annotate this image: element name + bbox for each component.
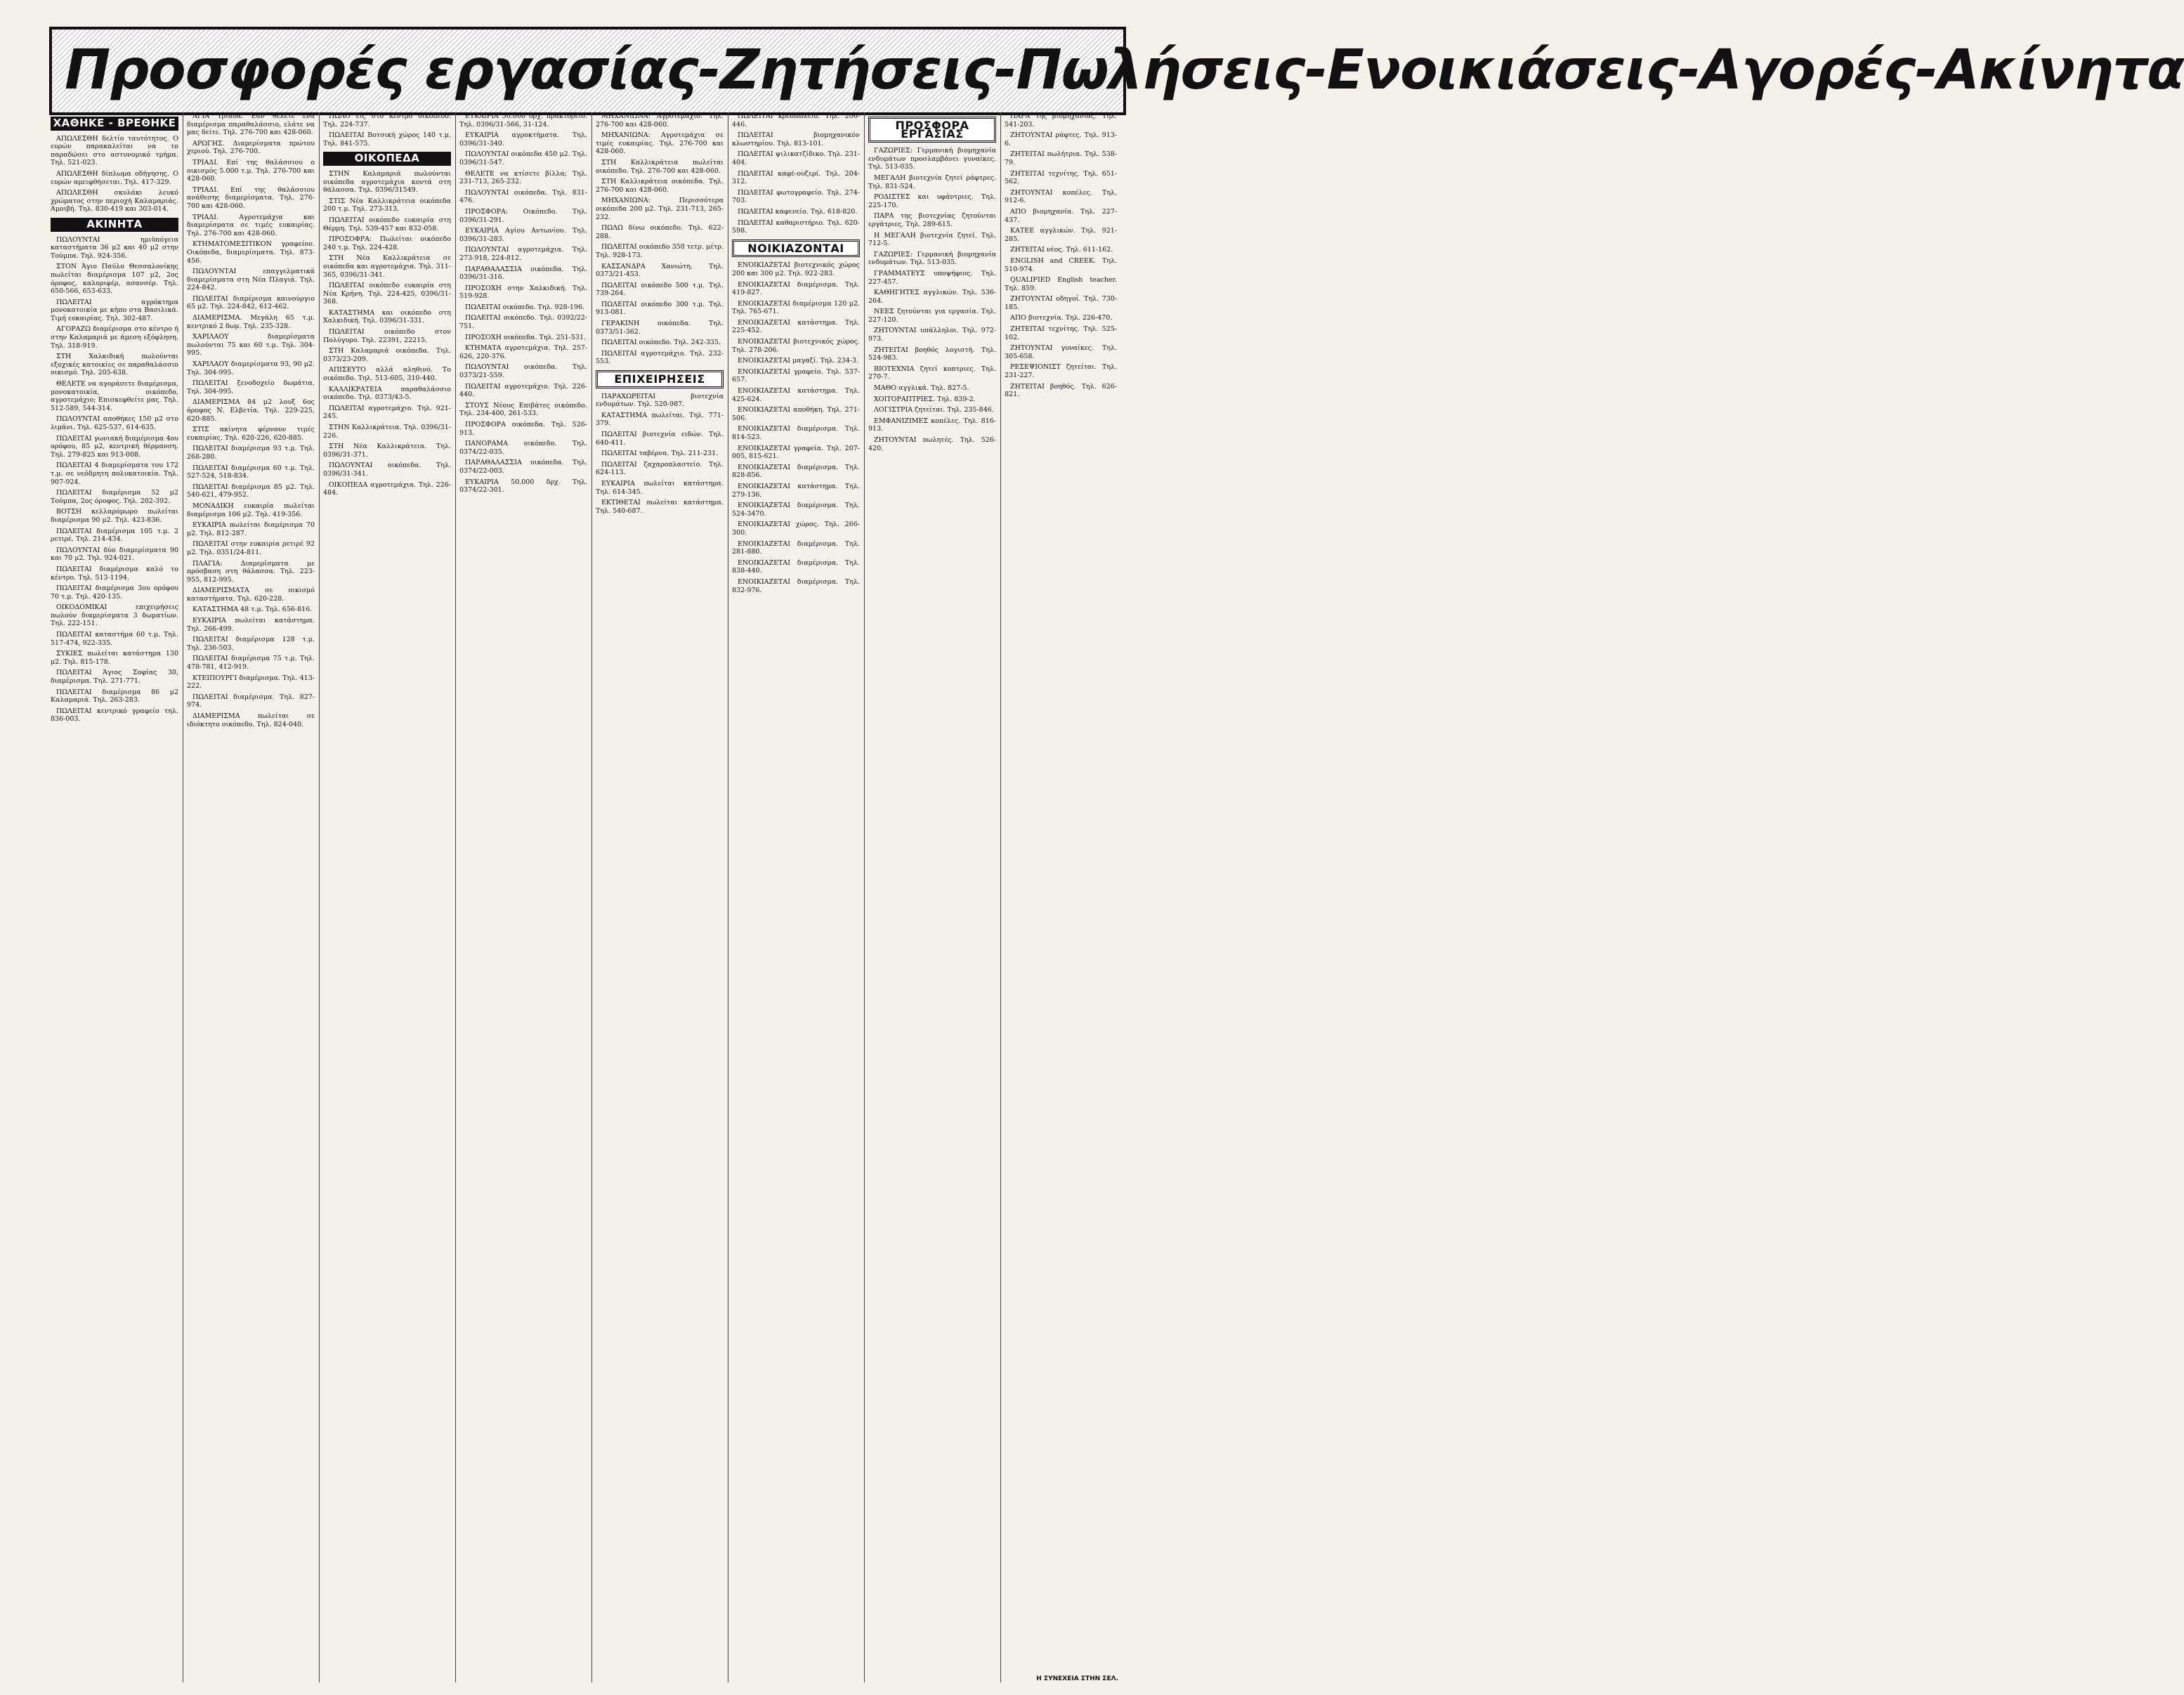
list-item: ΣΤΗ Καλαμαριά οικόπεδα. Τηλ. 0373/23-209. [323,347,451,363]
list-item: ΠΡΟΣΦΟΡΑ: Οικόπεδο. Τηλ. 0396/31-291. [459,207,587,224]
column-7 [868,112,996,1682]
list-item: ΕΝΟΙΚΙΑΖΕΤΑΙ βιοτεχνικός χώρος. Τηλ. 278-206. [732,338,860,354]
list-item: ΑΠΩΛΕΣΘΗ δελτίο ταυτότητος. Ο ευρών παρακαλείται να το παραδώσει στο αστυνομικό τμήμα. Τηλ. 521-023. [51,134,178,167]
list-item: ΣΤΗ Νέα Καλλικράτεια σε οικόπεδα και αγροτεμάχια. Τηλ. 311-365, 0396/31-341. [323,254,451,279]
list-item: ΠΛΑΓΙΑ: Διαμερίσματα με πρόσβαση στη θάλασσα. Τηλ. 223-955, 812-995. [187,559,315,584]
list-item: ΠΩΛΕΙΤΑΙ ψιλικατζίδικο. Τηλ. 231-404. [732,150,860,166]
list-item: ΠΩΛΕΙΤΑΙ καφέ-ουζερί. Τηλ. 204-312. [732,169,860,186]
list-item: ΔΙΑΜΕΡΙΣΜΑ πωλείται σε ιδιόκτητο οικόπεδο. Τηλ. 824-040. [187,712,315,728]
list-item: ΑΡΩΓΗΣ. Διαμερίσματα πρώτου χεριού. Τηλ. 276-700. [187,139,315,156]
list-item: Η ΜΕΓΑΛΗ βιοτεχνία ζητεί. Τηλ. 712-5. [868,231,996,248]
list-item: ΠΩΛΕΙΤΑΙ στην ευκαιρία ρετιρέ 92 μ2. Τηλ. 0351/24-811. [187,540,315,556]
list-item: ΕΥΚΑΙΡΙΑ 50.000 δρχ. Τηλ. 0374/22-301. [459,478,587,495]
list-item: ΠΩΛΕΙΤΑΙ διαμέρισμα 60 τ.μ. Τηλ. 527-524, 518-834. [187,464,315,480]
list-item: ΜΗΧΑΝΙΩΝΑ: Αγροτεμάχια σε τιμές ευκαιρίας. Τηλ. 276-700 και 428-060. [596,131,724,156]
list-item: ΠΡΟΣΟΧΗ οικόπεδα. Τηλ. 251-531. [465,333,587,341]
column-5 [596,112,724,1682]
list-item: ΠΩΛΕΙΤΑΙ γωνιακή διαμέρισμα 4ου ορόφου, 85 μ2, κεντρική θέρμανση. Τηλ. 279-825 και 913-008. [51,434,178,459]
list-item: ΠΩΛΟΥΝΤΑΙ οικόπεδα 450 μ2. Τηλ. 0396/31-547. [459,150,587,166]
list-item: ΕΝΟΙΚΙΑΖΕΤΑΙ διαμέρισμα. Τηλ. 524-3470. [732,502,860,518]
list-item: ΕΝΟΙΚΙΑΖΕΤΑΙ διαμέρισμα. Τηλ. 814-523. [732,425,860,441]
list-item: ΠΑΡΑΘΑΛΑΣΣΙΑ οικόπεδα. Τηλ. 0374/22-003. [459,459,587,475]
list-item: ΛΟΓΙΣΤΡΙΑ ζητείται. Τηλ. 235-846. [874,406,994,414]
list-item: ΡΕΣΕΨΙΟΝΙΣΤ ζητείται. Τηλ. 231-227. [1005,363,1117,380]
section-real-estate: ΑΚΙΝΗΤΑ [51,218,178,232]
column-2 [187,112,315,1682]
list-item: ΕΝΟΙΚΙΑΖΕΤΑΙ γραφεία. Τηλ. 207-005, 815-621. [732,444,860,461]
list-item: ΖΗΤΟΥΝΤΑΙ οδηγοί. Τηλ. 730-185. [1005,295,1117,311]
list-item: ΟΙΚΟΠΕΔΑ αγροτεμάχια. Τηλ. 226-484. [323,480,451,497]
list-item: ΟΙΚΟΔΟΜΙΚΑΙ επιχειρήσεις πωλούν διαμερίσματα 3 δωματίων. Τηλ. 222-151. [51,603,178,628]
list-item: ΤΡΙΑΔΙ. Αγροτεμάχια και διαμερίσματα σε τιμές ευκαιρίας. Τηλ. 276-700 και 428-060. [187,213,315,237]
list-item: ΑΠΟ βιομηχανία. Τηλ. 227-437. [1005,207,1117,224]
list-item: ΠΩΛΕΙΤΑΙ διαμέρισμα 105 τ.μ. 2 ρετιρέ. Τηλ. 214-434. [51,527,178,544]
list-item: ΝΕΕΣ ζητούνται για εργασία. Τηλ. 227-120. [868,308,996,324]
list-item: ΠΩΛΕΙΤΑΙ διαμέρισμα 86 μ2 Καλαμαριά. Τηλ. 263-283. [51,688,178,705]
list-item: ΠΩΛΕΙΤΑΙ οικόπεδο. Τηλ. 242-335. [601,339,721,347]
column-8 [1005,112,1117,1682]
column-divider [319,112,320,1682]
list-item: ΖΗΤΟΥΝΤΑΙ ράφτες. Τηλ. 913-6. [1005,131,1117,148]
list-item: ΠΩΛΕΙΤΑΙ οικόπεδο 350 τετρ. μέτρ. Τηλ. 928-173. [596,243,724,259]
list-item: ΕΝΟΙΚΙΑΖΕΤΑΙ γραφείο. Τηλ. 537-657. [732,367,860,384]
list-item: ΣΤΗΝ Καλλικράτεια. Τηλ. 0396/31-226. [323,424,451,440]
list-item: ΖΗΤΟΥΝΤΑΙ υπάλληλοι. Τηλ. 972-973. [868,327,996,343]
list-item: ΠΑΡΑ της βιοτεχνίας ζητούνται εργάτριες. Τηλ. 289-615. [868,212,996,228]
list-item: ΔΙΑΜΕΡΙΣΜΑΤΑ σε οικισμό καταστήματα. Τηλ. 620-228. [187,587,315,603]
list-item: ΤΡΙΑΔΙ. Επί της θαλάσσιου ανάθεσης διαμερίσματα. Τηλ. 276-700 και 428-060. [187,185,315,210]
list-item: ΠΩΛΕΙΤΑΙ κεντρικό γραφείο τηλ. 836-003. [51,707,178,724]
list-item: ΔΙΑΜΕΡΙΣΜΑ 84 μ2 λουξ 6ος όροφος Ν. Ελβετία. Τηλ. 229-225, 620-885. [187,398,315,423]
column-divider [455,112,456,1682]
list-item: ΠΩΛΕΙΤΑΙ διαμέρισμα. Τηλ. 827-974. [187,693,315,709]
list-item: ΠΩΛΟΥΝΤΑΙ οικόπεδα. Τηλ. 0373/21-559. [459,363,587,380]
list-item: ΕΥΚΑΙΡΙΑ πωλείται κατάστημα. Τηλ. 266-499. [187,617,315,633]
list-item: ΠΩΛΕΙΤΑΙ Άγιος Σοφίας 30, διαμέρισμα. Τηλ. 271-771. [51,669,178,686]
list-item: ΡΟΔΙΣΤΕΣ και υφάντριες. Τηλ. 225-170. [868,193,996,209]
list-item: ΕΝΟΙΚΙΑΖΕΤΑΙ κατάστημα. Τηλ. 279-136. [732,482,860,499]
list-item: ΠΩΛΕΙΤΑΙ ζαχαροπλαστείο. Τηλ. 624-113. [596,460,724,477]
list-item: ΕΝΟΙΚΙΑΖΕΤΑΙ κατάστημα. Τηλ. 225-452. [732,318,860,335]
list-item: ΠΩΛΕΙΤΑΙ καταστήμα 60 τ.μ. Τηλ. 517-474, 922-335. [51,631,178,647]
list-item: ΚΤΕΙΠΟΥΡΓΙ διαμέρισμα. Τηλ. 413-222. [187,674,315,691]
list-item: ΣΤΗ Νέα Καλλικράτεια. Τηλ. 0396/31-371. [323,443,451,459]
list-item: ΠΩΛΕΙΤΑΙ οικόπεδο 300 τ.μ. Τηλ. 913-081. [596,300,724,317]
list-item: ΚΑΣΣΑΝΔΡΑ Χανιώτη. Τηλ. 0373/21-453. [596,262,724,279]
list-item: ΓΑΖΩΡΙΕΣ: Γερμανική βιομηχανία ενδυμάτων. Τηλ. 513-035. [868,250,996,267]
list-item: ΠΩΛΕΙΤΑΙ αγρόκτημα μονοκατοικία με κήπο στα Βασιλικά. Τιμή ευκαιρίας. Τηλ. 302-487. [51,298,178,322]
section-job-offers: ΠΡΟΣΦΟΡΑ ΕΡΓΑΣΙΑΣ [868,117,996,143]
list-item: ΣΤΗ Χαλκιδική πωλούνται εξοχικές κατοικίες σε παραθαλάσσιο οικισμό. Τηλ. 205-638. [51,353,178,377]
list-item: ΠΩΛΟΥΝΤΑΙ ημιϋπόγεια καταστήματα 36 μ2 και 40 μ2 στην Τούμπα. Τηλ. 924-356. [51,235,178,260]
list-item: ΕΝΟΙΚΙΑΖΕΤΑΙ βιοτεχνικός χώρος 200 και 300 μ2. Τηλ. 922-283. [732,261,860,277]
list-item: ΚΑΘΗΓΗΤΕΣ αγγλικών. Τηλ. 536-264. [868,289,996,305]
list-item: ΖΗΤΟΥΝΤΑΙ πωλητές. Τηλ. 526-420. [868,436,996,452]
list-item: ΠΩΛΕΙΤΑΙ οικόπεδο. Τηλ. 928-196. [465,303,585,311]
column-1 [51,112,178,1682]
list-item: ΠΩΛΕΙΤΑΙ βιομηχανικόν κλωστηρίου. Τηλ. 813-101. [732,131,860,148]
list-item: ΜΑΘΟ αγγλικά. Τηλ. 827-5. [874,384,969,393]
list-item: ΓΡΑΜΜΑΤΕΥΣ υποψήφιος. Τηλ. 227-457. [868,269,996,286]
list-item: ΠΩΛΕΙΤΑΙ αγροτεμάχιο. Τηλ. 226-440. [459,382,587,399]
list-item: ΠΩΛΟΥΝΤΑΙ οικόπεδα. Τηλ. 0396/31-341. [323,462,451,478]
list-item: ΜΟΝΑΔΙΚΗ ευκαιρία πωλείται διαμέρισμα 106 μ2. Τηλ. 419-356. [187,502,315,518]
list-item: ΕΥΚΑΙΡΙΑ αγροκτήματα. Τηλ. 0396/31-340. [459,131,587,148]
list-item: ΠΩΛΟΥΝΤΑΙ αποθήκες 150 μ2 στο λιμάνι. Τηλ. 625-537, 614-635. [51,415,178,431]
list-item: ΜΕΓΑΛΗ βιοτεχνία ζητεί ράφτρες. Τηλ. 831-524. [868,174,996,190]
list-item: ΠΑΡΑ της βιομηχανίας. Τηλ. 541-203. [1005,112,1117,129]
list-item: ΠΑΡΑΘΑΛΑΣΣΙΑ οικόπεδα. Τηλ. 0396/31-316. [459,265,587,282]
list-item: ΣΤΙΣ ακίνητα φέρνουν τιμές ευκαιρίας. Τηλ. 620-226, 620-885. [187,426,315,442]
list-item: ΕΥΚΑΙΡΙΑ 50.000 δρχ. πρακτορείο. Τηλ. 0396/31-566, 31-124. [459,112,587,129]
list-item: ΑΠΩΛΕΣΘΗ δίπλωμα οδήγησης. Ο ευρών αμειφθήσεται. Τηλ. 417-329. [51,169,178,186]
list-item: ΕΝΟΙΚΙΑΖΕΤΑΙ διαμέρισμα. Τηλ. 828-856. [732,463,860,480]
list-item: ΑΠΟ βιοτεχνία. Τηλ. 226-470. [1010,314,1113,322]
list-item: ΓΕΡΑΚΙΝΗ οικόπεδα. Τηλ. 0373/51-362. [596,320,724,336]
list-item: ΠΩΛΕΙΤΑΙ διαμέρισμα 85 μ2. Τηλ. 540-621, 479-952. [187,483,315,499]
list-item: ΑΓΟΡΑΖΩ διαμέρισμα στο κέντρο ή στην Καλαμαριά με άμεση εξόφληση. Τηλ. 318-919. [51,325,178,350]
list-item: ΠΩΛΕΙΤΑΙ διαμέρισμα καινούργιο 65 μ2. Τηλ. 224-842, 612-462. [187,294,315,311]
section-rentals: ΝΟΙΚΙΑΖΟΝΤΑΙ [732,240,860,258]
list-item: ΠΑΝΟΡΑΜΑ οικόπεδο. Τηλ. 0374/22-035. [459,440,587,456]
list-item: ΠΩΛΟΥΝΤΑΙ επαγγελματικά διαμερίσματα στη Νέα Πλαγιά. Τηλ. 224-842. [187,268,315,292]
list-item: ΠΩΛΕΙΤΑΙ διαμέρισμα καλό το κέντρο. Τηλ. 513-1194. [51,565,178,582]
list-item: ΠΩΛΕΙΤΑΙ Βοτσική χώρος 140 τ.μ. Τηλ. 841-575. [323,131,451,148]
list-item: ΑΠΙΣΕΥΤΟ αλλά αληθινό. Το οικόπεδο. Τηλ. 513-605, 310-440. [323,366,451,383]
list-item: ΠΩΛΟΥΝΤΑΙ οικόπεδα. Τηλ. 831-476. [459,188,587,205]
list-item: ΣΥΚΙΕΣ πωλείται κατάστημα 130 μ2. Τηλ. 815-178. [51,650,178,666]
list-item: ΣΤΙΣ Νέα Καλλικράτεια οικόπεδα 200 τ.μ. Τηλ. 273-313. [323,197,451,214]
list-item: ΣΤΗΝ Καλαμαριά πωλούνται οικόπεδα αγροτεμάχια κοντά στη θάλασσα. Τηλ. 0396/31549. [323,169,451,195]
list-item: ΖΗΤΕΙΤΑΙ νέος. Τηλ. 611-162. [1010,246,1113,254]
list-item: ΠΩΛΕΙΤΑΙ διαμέρισμα 93 τ.μ. Τηλ. 268-280. [187,445,315,461]
list-item: ΕΝΟΙΚΙΑΖΕΤΑΙ χώρος. Τηλ. 266-300. [732,521,860,537]
list-item: ΠΩΛΕΙΤΑΙ οικόπεδο ευκαιρία στη Νέα Κρήνη. Τηλ. 224-425, 0396/31-368. [323,282,451,306]
list-item: ΕΝΟΙΚΙΑΖΕΤΑΙ μαγαζί. Τηλ. 234-3. [738,357,859,365]
list-item: ΔΙΑΜΕΡΙΣΜΑ. Μεγάλη 65 τ.μ. κεντρικό 2 δωμ. Τηλ. 235-328. [187,314,315,330]
list-item: ΕΝΟΙΚΙΑΖΕΤΑΙ διαμέρισμα. Τηλ. 838-440. [732,558,860,575]
list-item: ΠΩΛΕΙΤΑΙ διαμέρισμα 52 μ2 Τούμπα, 2ος όροφος. Τηλ. 202-392. [51,489,178,505]
list-item: ΚΑΤΑΣΤΗΜΑ πωλείται. Τηλ. 771-379. [596,411,724,428]
section-business: ΕΠΙΧΕΙΡΗΣΕΙΣ [596,370,724,388]
list-item: ΒΟΤΣΗ κελλαρόμωρο πωλείται διαμέρισμα 90 μ2. Τηλ. 423-836. [51,508,178,524]
list-item: ΠΩΛΕΙΤΑΙ διαμέρισμα 3ου ορόφου 70 τ.μ. Τηλ. 420-135. [51,584,178,601]
list-item: ΕΝΟΙΚΙΑΖΕΤΑΙ διαμέρισμα. Τηλ. 832-976. [732,577,860,594]
column-divider [1000,112,1001,1682]
column-6 [732,112,860,1682]
list-item: ΖΗΤΟΥΝΤΑΙ κοπέλες. Τηλ. 912-6. [1005,188,1117,205]
column-4 [459,112,587,1682]
list-item: ΧΟΙΤΟΡΑΠΤΡΙΕΣ. Τηλ. 839-2. [874,395,976,403]
list-item: ΠΩΛΕΙΤΑΙ καθαριστήριο. Τηλ. 620-598. [732,218,860,235]
list-item: ΠΡΟΣΟΦΡΑ: Πωλείται οικόπεδο 240 τ.μ. Τηλ. 224-428. [323,235,451,251]
list-item: ΕΥΚΑΙΡΙΑ Αγίου Αντωνίου. Τηλ. 0396/31-283. [459,227,587,243]
list-item: ΕΥΚΑΙΡΙΑ πωλείται διαμέρισμα 70 μ2. Τηλ. 812-287. [187,521,315,537]
list-item: ΕΚΤΙΘΕΤΑΙ πωλείται κατάστημα. Τηλ. 540-687. [596,499,724,515]
page-title: Προσφορές εργασίας-Ζητήσεις-Πωλήσεις-Ενοικιάσεις-Αγορές-Ακίνητα [65,39,2184,102]
list-item: ΠΩΛΕΙΤΑΙ αγροτεμάχιο. Τηλ. 232-553. [596,349,724,366]
list-item: ΠΑΡΑΧΩΡΕΙΤΑΙ βιοτεχνία ενδυμάτων. Τηλ. 520-987. [596,392,724,409]
list-item: ΧΑΡΙΛΑΟΥ διαμερίσματα πωλούνται 75 και 60 τ.μ. Τηλ. 304-995. [187,333,315,358]
list-item: ΠΩΛΕΙΤΑΙ οικόπεδο ευκαιρία στη Θέρμη. Τηλ. 539-457 και 832-058. [323,216,451,233]
column-divider [591,112,592,1682]
continuation-note: Η ΣΥΝΕΧΕΙΑ ΣΤΗΝ ΣΕΛ. [1036,1675,1118,1682]
list-item: ΑΓΙΑ Τριάδα. Εάν θέλετε ένα διαμέρισμα παραθαλάσσιο, ελάτε να μας δείτε. Τηλ. 276-700 και 428-060. [187,112,315,137]
list-item: ΕΝΟΙΚΙΑΖΕΤΑΙ διαμέρισμα. Τηλ. 419-827. [732,280,860,297]
page-banner [49,27,2184,115]
list-item: ΠΡΟΣΟΧΗ στην Χαλκιδική. Τηλ. 519-928. [459,284,587,301]
list-item: ΓΑΖΩΡΙΕΣ: Γερμανική βιομηχανία ενδυμάτων προσλαμβάνει γυναίκες. Τηλ. 513-035. [868,147,996,171]
list-item: ΖΗΤΕΙΤΑΙ βοηθός λογιστή. Τηλ. 524-983. [868,346,996,362]
list-item: ΠΩΛΟΥΝΤΑΙ αγροτεμάχια. Τηλ. 273-918, 224-812. [459,246,587,262]
list-item: ΣΤΗ Καλλικράτεια οικόπεδα. Τηλ. 276-700 και 428-060. [596,178,724,194]
list-item: ΖΗΤΕΙΤΑΙ τεχνίτης. Τηλ. 651-562. [1005,169,1117,186]
list-item: ΠΩΛΕΙΤΑΙ φωτογραφείο. Τηλ. 274-703. [732,188,860,205]
list-item: ΠΩΛΕΙΤΑΙ οικόπεδο 500 τ.μ. Τηλ. 739-264. [596,281,724,298]
classifieds-page [51,112,1118,1682]
list-item: ΕΥΚΑΙΡΙΑ πωλείται κατάστημα. Τηλ. 614-345. [596,479,724,496]
list-item: ΒΙΟΤΕΧΝΙΑ ζητεί κοπτριες. Τηλ. 270-7. [868,365,996,381]
list-item: ENGLISH and CREEK. Τηλ. 510-974. [1005,256,1117,273]
list-item: ΠΩΛΕΙΤΑΙ ταβέρνα. Τηλ. 211-231. [601,450,719,458]
list-item: ΖΗΤΟΥΝΤΑΙ γυναίκες. Τηλ. 305-658. [1005,344,1117,360]
list-item: ΖΗΤΕΙΤΑΙ βοηθός. Τηλ. 626-821. [1005,382,1117,399]
list-item: ΖΗΤΕΙΤΑΙ τεχνίτης. Τηλ. 525-102. [1005,325,1117,341]
section-plots: ΟΙΚΟΠΕΔΑ [323,152,451,166]
list-item: ΠΩΛΕΙΤΑΙ βιοτεχνία ειδών. Τηλ. 640-411. [596,431,724,447]
list-item: ΣΤΟΥΣ Νέους Επιβάτες οικόπεδο. Τηλ. 234-400, 261-533. [459,401,587,418]
list-item: ΠΩΛΕΙΤΑΙ διαμέρισμα 75 τ.μ. Τηλ. 478-781, 412-919. [187,655,315,672]
list-item: ΠΩΛΕΙΤΑΙ ξενοδοχείο δωμάτια. Τηλ. 304-995. [187,379,315,395]
list-item: QUALIFIED English teacher. Τηλ. 859. [1005,276,1117,292]
list-item: ΣΤΟΝ Άγιο Παύλο Θεσσαλονίκης πωλείται διαμέρισμα 107 μ2, 2ος όροφος, καλοριφέρ, ασανσέρ. Τηλ. 650-566, 653-633. [51,263,178,296]
list-item: ΠΩΛΕΙΤΑΙ οικόπεδο στον Πολύγυρο. Τηλ. 22391, 22215. [323,328,451,344]
list-item: ΚΑΛΛΙΚΡΑΤΕΙΑ παραθαλάσσιο οικόπεδο. Τηλ. 0373/43-5. [323,385,451,402]
list-item: ΤΡΙΑΔΙ. Επί της θαλάσσιου ο οικισμός 5.000 τ.μ. Τηλ. 276-700 και 428-060. [187,158,315,183]
list-item: ΕΝΟΙΚΙΑΖΕΤΑΙ διαμέρισμα. Τηλ. 281-880. [732,539,860,556]
list-item: ΠΩΛΕΙΤΑΙ 4 διαμερίσματα του 172 τ.μ. σε νεόδμητη πολυκατοικία. Τηλ. 907-924. [51,462,178,486]
list-item: ΘΕΛΕΤΕ να αγοράσετε διαμέρισμα, μονοκατοικία, οικόπεδο, αγροτεμάχιο; Επισκεφθείτε μας. Τηλ. 512-589, 544-314. [51,380,178,412]
list-item: ΠΩΛΟΥΝΤΑΙ δύο διαμερίσματα 90 και 70 μ2. Τηλ. 924-021. [51,546,178,563]
list-item: ΠΩΛΕΙΤΑΙ διαμέρισμα 128 τ.μ. Τηλ. 236-503. [187,636,315,652]
list-item: ΠΩΛΕΙΤΑΙ οικόπεδο. Τηλ. 0392/22-751. [459,314,587,331]
list-item: ΚΤΗΜΑΤΑ αγροτεμάχια. Τηλ. 257-626, 220-376. [459,344,587,360]
list-item: ΜΗΧΑΝΙΩΝΑ: Αγροτεμάχιο. Τηλ. 276-700 και 428-060. [596,112,724,129]
list-item: ΚΑΤΑΣΤΗΜΑ και οικόπεδο στη Χαλκιδική. Τηλ. 0396/31-331. [323,308,451,325]
section-lost-found: ΧΑΘΗΚΕ - ΒΡΕΘΗΚΕ [51,117,178,131]
list-item: ΚΤΗΜΑΤΟΜΕΣΙΤΙΚΟΝ γραφείον. Οικόπεδα, διαμερίσματα. Τηλ. 873-456. [187,240,315,265]
list-item: ΕΝΟΙΚΙΑΖΕΤΑΙ διαμέρισμα 120 μ2. Τηλ. 765-671. [732,299,860,316]
list-item: ΠΡΟΣΦΟΡΑ οικόπεδα. Τηλ. 526-913. [459,421,587,437]
list-item: ΜΗΧΑΝΙΩΝΑ: Περισσότερα οικόπεδα 200 μ2. Τηλ. 231-713, 265-232. [596,197,724,221]
list-item: ΖΗΤΕΙΤΑΙ πωλήτρια. Τηλ. 538-79. [1005,150,1117,166]
column-3 [323,112,451,1682]
column-divider [864,112,865,1682]
list-item: ΠΩΛΕΙΤΑΙ καφενείο. Τηλ. 618-820. [738,207,858,216]
list-item: ΘΕΛΕΤΕ να κτίσετε βίλλα; Τηλ. 231-713, 265-232. [459,169,587,186]
list-item: ΧΑΡΙΛΑΟΥ διαμερίσματα 93, 90 μ2. Τηλ. 304-995. [187,360,315,377]
list-item: ΑΠΩΛΕΣΘΗ σκυλάκι λευκό χρώματος στην περιοχή Καλαμαριάς. Αμοιβή. Τηλ. 830-419 και 303-014. [51,189,178,214]
list-item: ΕΝΟΙΚΙΑΖΕΤΑΙ αποθήκη. Τηλ. 271-506. [732,406,860,422]
list-item: ΠΩΛΕΙΤΑΙ αγροτεμάχιο. Τηλ. 921-245. [323,404,451,421]
list-item: ΚΑΤΑΣΤΗΜΑ 48 τ.μ. Τηλ. 656-816. [192,606,313,614]
list-item: ΠΩΛΟ είς στο κέντρο οικόπεδο. Τηλ. 224-737. [323,112,451,129]
list-item: ΣΤΗ Καλλικράτεια πωλείται οικόπεδο. Τηλ. 276-700 και 428-060. [596,158,724,175]
list-item: ΚΑΤΕΕ αγγλικών. Τηλ. 921-285. [1005,227,1117,243]
list-item: ΠΩΛΕΙΤΑΙ κρεοπωλείο. Τηλ. 206-446. [732,112,860,129]
list-item: ΠΩΛΩ δίνω οικόπεδο. Τηλ. 622-288. [596,224,724,240]
list-item: ΕΝΟΙΚΙΑΖΕΤΑΙ κατάστημα. Τηλ. 425-624. [732,387,860,403]
list-item: ΕΜΦΑΝΙΖΙΜΕΣ κοπέλες. Τηλ. 816-913. [868,417,996,433]
